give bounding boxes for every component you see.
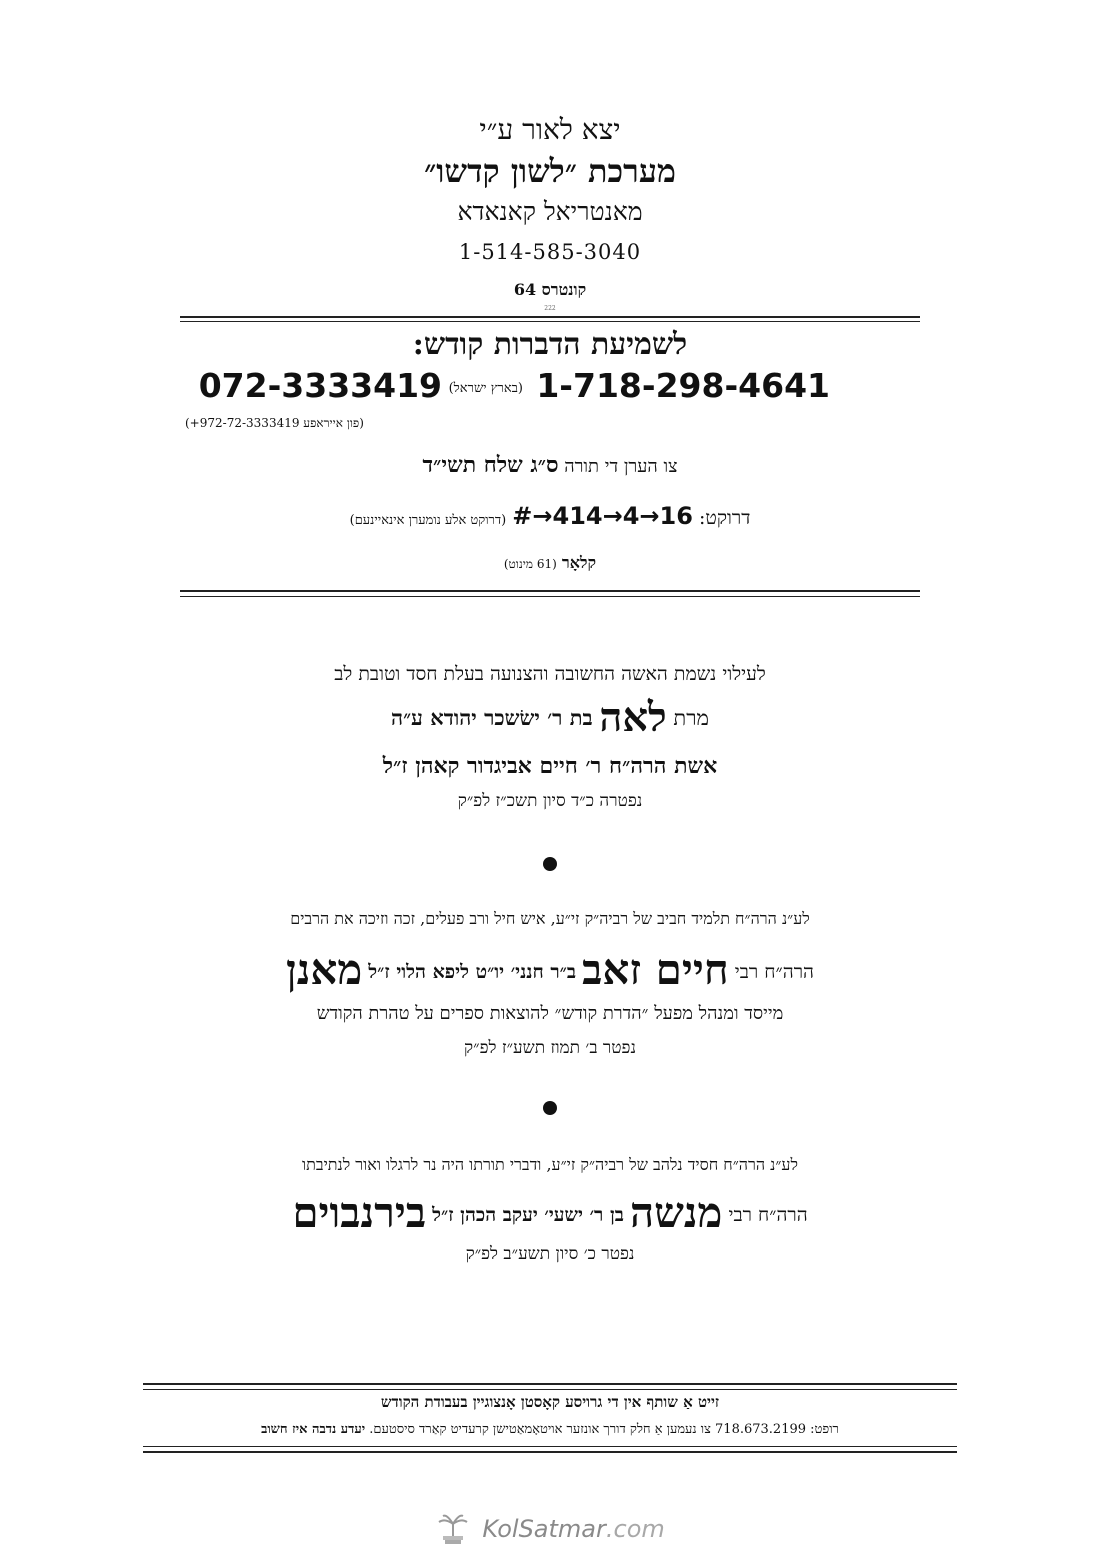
footer-line-2-bold: יעדע נדבה איז חשוב bbox=[261, 1422, 366, 1437]
separator-dot-2 bbox=[543, 1101, 557, 1115]
memorial-3-name: מנשה bbox=[630, 1188, 723, 1237]
footer-line-2-text: רופט: 718.673.2199 צו נעמען אַ חלק דורך אונזער אויטאָמאַטישן קרעדיט קאַרד סיסטעם. bbox=[369, 1422, 839, 1437]
press-note: (דרוקט אלע נומערן אינאיינעם) bbox=[349, 513, 507, 528]
booklet-number: קונטרס 64 bbox=[513, 280, 587, 299]
memorial-3-line-3: נפטר כ׳ סיון תשע״ב לפ״ק bbox=[465, 1244, 635, 1264]
memorial-1-prefix: מרת bbox=[673, 706, 709, 730]
publisher-phone: 1-514-585-3040 bbox=[458, 240, 642, 264]
duration-note: (61 מינוט) bbox=[503, 557, 557, 571]
press-label: דרוקט: bbox=[698, 507, 751, 529]
footer-line-1: זייט אַ שותף אין די גרויסע קאָסטן אָנצוגיין בעבודת הקודש bbox=[380, 1393, 720, 1411]
memorial-1-line-2 bbox=[0, 694, 1100, 741]
small-mark: 222 bbox=[544, 305, 556, 312]
memorial-2-mid: ב״ר חנני׳ יו״ט ליפא הלוי ז״ל bbox=[368, 961, 577, 983]
footer-rule-3 bbox=[143, 1446, 957, 1447]
kolsatmar-watermark bbox=[0, 1512, 1100, 1546]
separator-dot-1 bbox=[543, 857, 557, 871]
memorial-1-line-4: נפטרה כ״ד סיון תשכ״ז לפ״ק bbox=[457, 791, 643, 811]
published-by: יצא לאור ע״י bbox=[479, 113, 621, 146]
memorial-1-line-3: אשת הרה״ח ר׳ חיים אביגדור קאהן ז״ל bbox=[382, 753, 718, 779]
memorial-2-line-2 bbox=[0, 945, 1100, 995]
top-rule-2 bbox=[180, 321, 920, 322]
memorial-1-line-1: לעילוי נשמת האשה החשובה והצנועה בעלת חסד וטובת לב bbox=[334, 663, 766, 685]
memorial-2-surname: מאנן bbox=[286, 945, 363, 994]
press-line bbox=[0, 502, 1100, 530]
memorial-2-name: חיים זאב bbox=[582, 945, 729, 994]
memorial-2-line-4: נפטר ב׳ תמוז תשע״ז לפ״ק bbox=[464, 1038, 636, 1058]
topic-line bbox=[0, 452, 1100, 478]
israel-phone-number: 072-3333419 bbox=[198, 366, 442, 405]
israel-label: (בארץ ישראל) bbox=[448, 381, 523, 396]
abroad-note: (פון אייראפע 972-72-3333419+) bbox=[185, 416, 364, 430]
duration-line bbox=[0, 553, 1100, 573]
memorial-1-name: לאה bbox=[599, 694, 667, 741]
memorial-3-mid: בן ר׳ ישעי׳ יעקב הכהן ז״ל bbox=[432, 1204, 624, 1226]
memorial-2-line-3: מייסד ומנהל מפעל ״הדרת קודש״ להוצאות ספרים על טהרת הקודש bbox=[316, 1003, 784, 1024]
mid-rule-1 bbox=[180, 590, 920, 592]
memorial-2-line-1: לע״נ הרה״ח תלמיד חביב של רביה״ק זי״ע, איש חיל ורב פעלים, זכה וזיכה את הרבים bbox=[290, 909, 810, 928]
hotline-heading: לשמיעת הדברות קודש: bbox=[412, 327, 688, 362]
footer-rule-1 bbox=[143, 1383, 957, 1385]
palm-tree-books-icon bbox=[435, 1512, 471, 1546]
memorial-3-line-1: לע״נ הרה״ח חסיד נלהב של רביה״ק זי״ע, ודברי תורתו היה נר לרגלו ואור לנתיבתו bbox=[302, 1155, 798, 1174]
topic-title: ס״ג שלח תשי״ד bbox=[422, 452, 559, 478]
phone-row bbox=[180, 366, 830, 416]
duration-label: קלאָר bbox=[561, 553, 597, 572]
footer-rule-4 bbox=[143, 1451, 957, 1453]
memorial-1-suffix: בת ר׳ ישׂשכר יהודא ע״ה bbox=[390, 705, 593, 730]
top-rule-1 bbox=[180, 316, 920, 318]
watermark-suffix: .com bbox=[605, 1515, 665, 1543]
press-sequence: #→414→4→16 bbox=[512, 502, 693, 530]
mid-rule-2 bbox=[180, 596, 920, 597]
memorial-3-surname: בירנבוים bbox=[292, 1188, 427, 1237]
org-name: מערכת ״לשון קדשו״ bbox=[424, 152, 676, 190]
memorial-3-prefix: הרה״ח רבי bbox=[728, 1204, 808, 1226]
watermark-brand: KolSatmar bbox=[482, 1515, 606, 1543]
location: מאנטריאל קאנאדא bbox=[457, 197, 643, 226]
footer-line-2 bbox=[0, 1421, 1100, 1437]
usa-phone-number: 1-718-298-4641 bbox=[536, 366, 830, 405]
topic-prefix: צו הערן די תורה bbox=[564, 456, 678, 477]
memorial-2-prefix: הרה״ח רבי bbox=[734, 961, 814, 983]
memorial-3-line-2 bbox=[0, 1188, 1100, 1238]
footer-rule-2 bbox=[143, 1389, 957, 1390]
